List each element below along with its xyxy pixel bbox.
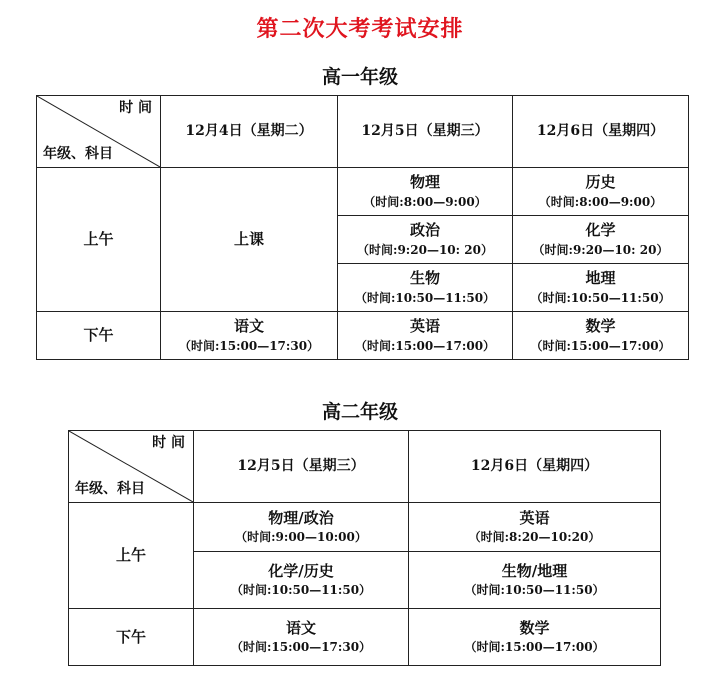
- exam-time: （时间:15:00—17:00）: [354, 338, 496, 353]
- exam-cell: [194, 503, 409, 552]
- exam-cell: [513, 216, 689, 264]
- exam-time: （时间:9:20—10: 20）: [357, 242, 493, 257]
- exam-subject: 语文: [285, 618, 316, 637]
- exam-time: （时间:9:00—10:00）: [235, 530, 367, 545]
- exam-subject: 生物: [409, 269, 440, 288]
- corner-header-cell: [69, 431, 194, 503]
- exam-subject: 英语: [519, 508, 550, 527]
- exam-time: （时间:8:00—9:00）: [363, 194, 487, 209]
- afternoon-label: 下午: [37, 312, 161, 360]
- exam-cell: [409, 609, 661, 666]
- time-header-label: 时 间: [152, 435, 185, 451]
- table-row: [37, 312, 689, 360]
- date-header: 12月6日（星期四）: [409, 431, 661, 503]
- table-row: [69, 503, 661, 552]
- morning-label: 上午: [69, 503, 194, 609]
- grade-subject-header-label: 年级、科目: [75, 480, 145, 497]
- date-header: 12月5日（星期三）: [338, 96, 513, 168]
- exam-subject: 数学: [519, 618, 550, 637]
- exam-subject: 物理: [409, 173, 440, 192]
- morning-label: 上午: [37, 168, 161, 312]
- table-row: [69, 431, 661, 503]
- exam-cell: [513, 312, 689, 360]
- exam-time: （时间:10:50—11:50）: [530, 290, 671, 305]
- exam-time: （时间:15:00—17:00）: [464, 640, 605, 655]
- exam-subject: 英语: [409, 317, 440, 336]
- exam-time: （时间:10:50—11:50）: [354, 290, 496, 305]
- exam-cell: [338, 216, 513, 264]
- grade2-heading: 高二年级: [321, 401, 398, 423]
- exam-cell: [409, 503, 661, 552]
- exam-subject: 地理: [585, 269, 616, 288]
- exam-cell: [513, 168, 689, 216]
- exam-time: （时间:15:00—17:30）: [178, 338, 320, 353]
- date-header: 12月6日（星期四）: [513, 96, 689, 168]
- grade1-schedule-table: [36, 95, 689, 360]
- exam-subject: 生物/地理: [501, 561, 568, 580]
- exam-cell: [338, 168, 513, 216]
- grade1-heading: 高一年级: [321, 66, 398, 88]
- exam-time: （时间:9:20—10: 20）: [532, 242, 669, 257]
- table-row: [37, 168, 689, 216]
- exam-time: （时间:10:50—11:50）: [464, 583, 605, 598]
- date-header: 12月5日（星期三）: [194, 431, 409, 503]
- corner-header-cell: [37, 96, 161, 168]
- page-title: 第二次大考考试安排: [256, 16, 464, 42]
- table-row: [37, 96, 689, 168]
- exam-subject: 政治: [409, 221, 440, 240]
- exam-cell: [161, 312, 338, 360]
- exam-time: （时间:15:00—17:00）: [530, 338, 671, 353]
- exam-time: （时间:15:00—17:30）: [230, 640, 372, 655]
- grade-subject-header-label: 年级、科目: [43, 145, 113, 162]
- exam-subject: 历史: [585, 173, 616, 192]
- exam-time: （时间:10:50—11:50）: [230, 583, 372, 598]
- exam-subject: 数学: [585, 317, 616, 336]
- table-row: [69, 609, 661, 666]
- exam-cell: [338, 312, 513, 360]
- grade2-schedule-table: [68, 430, 661, 666]
- date-header: 12月4日（星期二）: [161, 96, 338, 168]
- class-cell: 上课: [161, 168, 338, 312]
- afternoon-label: 下午: [69, 609, 194, 666]
- exam-cell: [513, 264, 689, 312]
- exam-time: （时间:8:20—10:20）: [468, 530, 601, 545]
- exam-cell: [194, 609, 409, 666]
- exam-subject: 化学: [585, 221, 616, 240]
- exam-cell: [338, 264, 513, 312]
- exam-subject: 语文: [233, 317, 264, 336]
- exam-subject: 化学/历史: [268, 561, 334, 580]
- time-header-label: 时 间: [119, 100, 152, 116]
- exam-cell: [409, 552, 661, 609]
- exam-subject: 物理/政治: [268, 508, 334, 527]
- exam-cell: [194, 552, 409, 609]
- exam-time: （时间:8:00—9:00）: [538, 194, 663, 209]
